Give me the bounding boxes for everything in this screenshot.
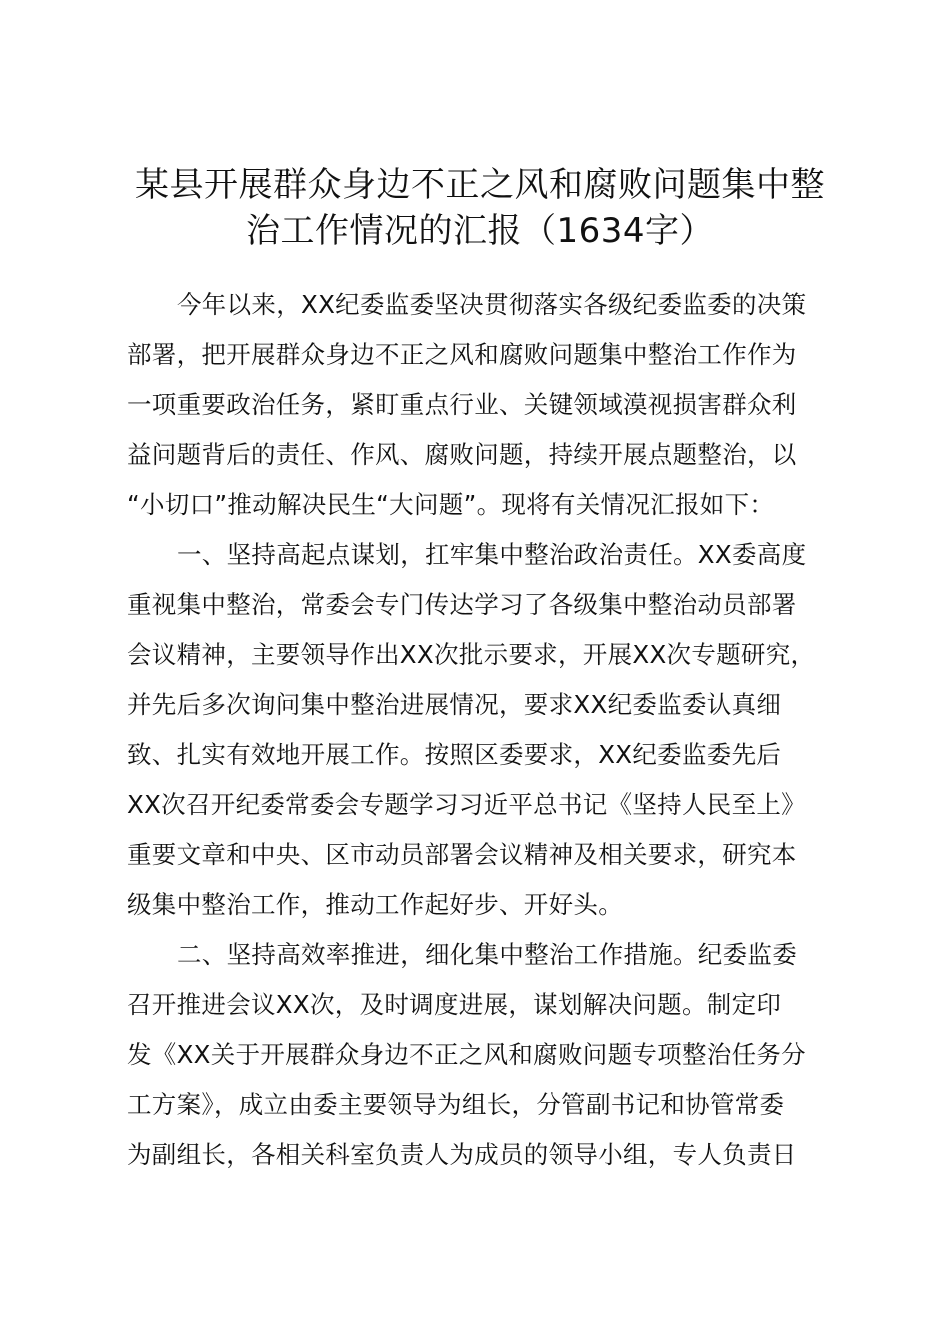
section-1-line-7: 重要文章和中央、区市动员部署会议精神及相关要求，研究本 [127, 840, 797, 869]
section-1-line-1: 一、坚持高起点谋划，扛牢集中整治政治责任。XX委高度 [177, 540, 807, 569]
section-2-line-2: 召开推进会议XX次，及时调度进展，谋划解决问题。制定印 [127, 990, 782, 1019]
section-1-line-5: 致、扎实有效地开展工作。按照区委要求，XX纪委监委先后 [127, 740, 782, 769]
title-line-2: 治工作情况的汇报（1634字） [245, 211, 715, 251]
section-2-line-5: 为副组长，各相关科室负责人为成员的领导小组，专人负责日 [127, 1140, 797, 1169]
paragraph-1-line-4: 益问题背后的责任、作风、腐败问题，持续开展点题整治，以 [127, 440, 797, 469]
section-1-line-8: 级集中整治工作，推动工作起好步、开好头。 [127, 890, 623, 919]
document-title [120, 162, 840, 254]
paragraph-1-line-2: 部署，把开展群众身边不正之风和腐败问题集中整治工作作为 [127, 340, 797, 369]
paragraph-1-line-3: 一项重要政治任务，紧盯重点行业、关键领域漠视损害群众利 [127, 390, 797, 419]
section-1-line-4: 并先后多次询问集中整治进展情况，要求XX纪委监委认真细 [127, 690, 782, 719]
section-2-line-4: 工方案》，成立由委主要领导为组长，分管副书记和协管常委 [127, 1090, 785, 1119]
title-line-1: 某县开展群众身边不正之风和腐败问题集中整 [135, 165, 825, 205]
paragraph-1-line-5: “小切口”推动解决民生“大问题”。现将有关情况汇报如下： [127, 490, 775, 519]
section-1-line-2: 重视集中整治，常委会专门传达学习了各级集中整治动员部署 [127, 590, 797, 619]
section-1-line-6: XX次召开纪委常委会专题学习习近平总书记《坚持人民至上》 [127, 790, 806, 819]
paragraph-1-line-1: 今年以来，XX纪委监委坚决贯彻落实各级纪委监委的决策 [177, 290, 807, 319]
section-1-line-3: 会议精神，主要领导作出XX次批示要求，开展XX次专题研究， [127, 640, 816, 669]
document-body [127, 280, 857, 1180]
section-2-line-3: 发《XX关于开展群众身边不正之风和腐败问题专项整治任务分 [127, 1040, 806, 1069]
section-2-line-1: 二、坚持高效率推进，细化集中整治工作措施。纪委监委 [177, 940, 797, 969]
